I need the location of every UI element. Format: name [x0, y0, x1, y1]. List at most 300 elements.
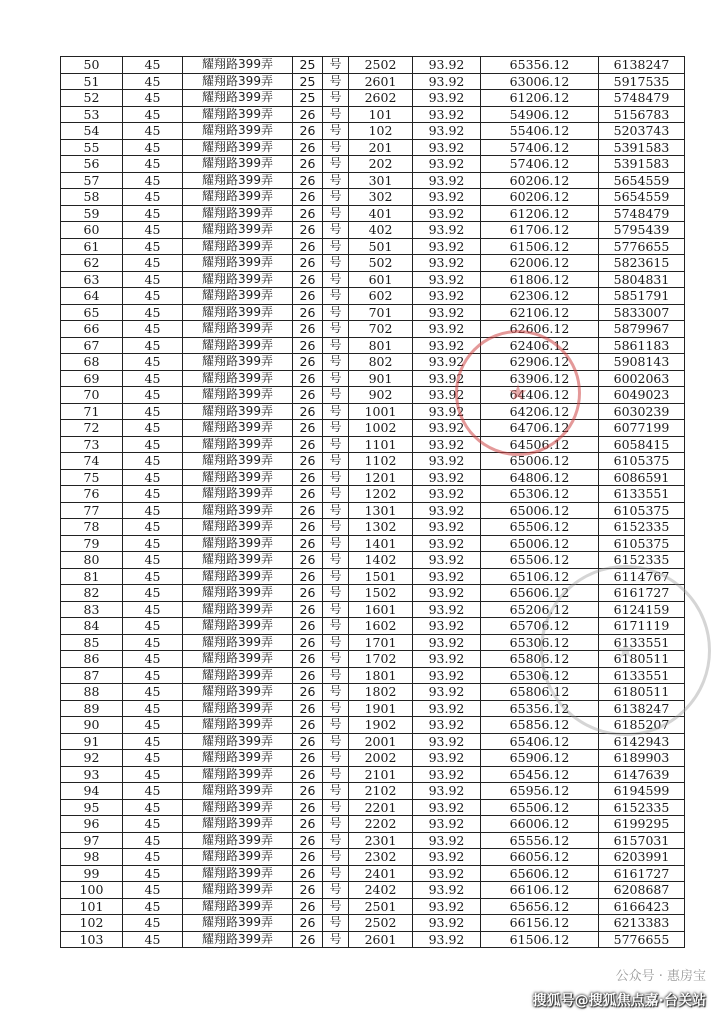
cell-unitprice: 60206.12: [481, 172, 599, 189]
cell-lot: 45: [123, 420, 183, 437]
table-row: [61, 106, 685, 123]
cell-area: 93.92: [413, 568, 481, 585]
cell-unitprice: 57406.12: [481, 156, 599, 173]
cell-area: 93.92: [413, 667, 481, 684]
cell-area: 93.92: [413, 387, 481, 404]
cell-total: 6124159: [599, 601, 685, 618]
cell-seq: 94: [61, 783, 123, 800]
cell-bldg: 26: [293, 337, 323, 354]
cell-room: 1001: [349, 403, 413, 420]
cell-addr: 耀翔路399弄: [183, 601, 293, 618]
cell-unitprice: 65606.12: [481, 865, 599, 882]
cell-seq: 59: [61, 205, 123, 222]
cell-unit: 号: [323, 898, 349, 915]
table-row: [61, 700, 685, 717]
cell-unitprice: 66106.12: [481, 882, 599, 899]
cell-room: 1002: [349, 420, 413, 437]
cell-bldg: 26: [293, 816, 323, 833]
cell-seq: 72: [61, 420, 123, 437]
cell-lot: 45: [123, 766, 183, 783]
cell-seq: 95: [61, 799, 123, 816]
cell-total: 5748479: [599, 90, 685, 107]
cell-unitprice: 65506.12: [481, 519, 599, 536]
cell-area: 93.92: [413, 832, 481, 849]
cell-addr: 耀翔路399弄: [183, 733, 293, 750]
cell-unit: 号: [323, 783, 349, 800]
cell-room: 1902: [349, 717, 413, 734]
cell-seq: 77: [61, 502, 123, 519]
cell-lot: 45: [123, 585, 183, 602]
cell-room: 701: [349, 304, 413, 321]
cell-bldg: 26: [293, 304, 323, 321]
cell-lot: 45: [123, 57, 183, 74]
cell-unitprice: 65456.12: [481, 766, 599, 783]
cell-unitprice: 65656.12: [481, 898, 599, 915]
cell-lot: 45: [123, 568, 183, 585]
cell-lot: 45: [123, 849, 183, 866]
table-row: [61, 816, 685, 833]
cell-total: 6203991: [599, 849, 685, 866]
table-row: [61, 717, 685, 734]
cell-total: 6152335: [599, 799, 685, 816]
table-row: [61, 238, 685, 255]
cell-lot: 45: [123, 222, 183, 239]
table-row: [61, 568, 685, 585]
cell-unitprice: 63006.12: [481, 73, 599, 90]
cell-seq: 99: [61, 865, 123, 882]
cell-unit: 号: [323, 882, 349, 899]
cell-total: 6199295: [599, 816, 685, 833]
cell-addr: 耀翔路399弄: [183, 420, 293, 437]
cell-seq: 96: [61, 816, 123, 833]
cell-unitprice: 62406.12: [481, 337, 599, 354]
watermark: [533, 965, 706, 1010]
cell-area: 93.92: [413, 502, 481, 519]
cell-bldg: 26: [293, 519, 323, 536]
cell-bldg: 26: [293, 601, 323, 618]
cell-room: 2101: [349, 766, 413, 783]
cell-total: 6152335: [599, 552, 685, 569]
cell-bldg: 26: [293, 931, 323, 948]
cell-bldg: 26: [293, 568, 323, 585]
cell-unit: 号: [323, 469, 349, 486]
cell-unit: 号: [323, 189, 349, 206]
cell-lot: 45: [123, 651, 183, 668]
cell-lot: 45: [123, 700, 183, 717]
cell-unitprice: 65706.12: [481, 618, 599, 635]
cell-seq: 54: [61, 123, 123, 140]
cell-bldg: 26: [293, 288, 323, 305]
cell-area: 93.92: [413, 156, 481, 173]
watermark-account-line: 公众号 · 惠房宝: [615, 969, 706, 984]
cell-seq: 56: [61, 156, 123, 173]
cell-room: 201: [349, 139, 413, 156]
cell-seq: 97: [61, 832, 123, 849]
cell-unit: 号: [323, 832, 349, 849]
cell-area: 93.92: [413, 139, 481, 156]
cell-lot: 45: [123, 304, 183, 321]
cell-addr: 耀翔路399弄: [183, 684, 293, 701]
cell-bldg: 26: [293, 651, 323, 668]
cell-total: 6161727: [599, 865, 685, 882]
cell-bldg: 26: [293, 189, 323, 206]
table-row: [61, 387, 685, 404]
cell-seq: 88: [61, 684, 123, 701]
cell-unit: 号: [323, 799, 349, 816]
cell-room: 2602: [349, 90, 413, 107]
cell-unit: 号: [323, 717, 349, 734]
cell-room: 1301: [349, 502, 413, 519]
cell-area: 93.92: [413, 222, 481, 239]
cell-area: 93.92: [413, 799, 481, 816]
cell-seq: 64: [61, 288, 123, 305]
cell-room: 302: [349, 189, 413, 206]
cell-bldg: 26: [293, 486, 323, 503]
table-row: [61, 519, 685, 536]
cell-unit: 号: [323, 370, 349, 387]
cell-unit: 号: [323, 552, 349, 569]
cell-area: 93.92: [413, 370, 481, 387]
cell-total: 6171119: [599, 618, 685, 635]
cell-area: 93.92: [413, 172, 481, 189]
cell-seq: 68: [61, 354, 123, 371]
cell-room: 1201: [349, 469, 413, 486]
cell-unitprice: 65556.12: [481, 832, 599, 849]
cell-area: 93.92: [413, 816, 481, 833]
cell-total: 6157031: [599, 832, 685, 849]
cell-lot: 45: [123, 915, 183, 932]
cell-total: 5917535: [599, 73, 685, 90]
cell-room: 101: [349, 106, 413, 123]
cell-total: 5203743: [599, 123, 685, 140]
cell-total: 5391583: [599, 156, 685, 173]
table-row: [61, 189, 685, 206]
cell-bldg: 26: [293, 832, 323, 849]
cell-unitprice: 64706.12: [481, 420, 599, 437]
cell-unitprice: 62106.12: [481, 304, 599, 321]
cell-addr: 耀翔路399弄: [183, 634, 293, 651]
cell-unit: 号: [323, 700, 349, 717]
cell-room: 1501: [349, 568, 413, 585]
cell-unit: 号: [323, 238, 349, 255]
cell-total: 6138247: [599, 57, 685, 74]
cell-room: 702: [349, 321, 413, 338]
table-row: [61, 849, 685, 866]
cell-seq: 101: [61, 898, 123, 915]
cell-unit: 号: [323, 354, 349, 371]
cell-lot: 45: [123, 172, 183, 189]
cell-seq: 83: [61, 601, 123, 618]
cell-unit: 号: [323, 403, 349, 420]
cell-lot: 45: [123, 453, 183, 470]
cell-total: 6213383: [599, 915, 685, 932]
cell-total: 6114767: [599, 568, 685, 585]
cell-unit: 号: [323, 90, 349, 107]
cell-room: 902: [349, 387, 413, 404]
cell-area: 93.92: [413, 634, 481, 651]
cell-addr: 耀翔路399弄: [183, 90, 293, 107]
cell-unitprice: 64806.12: [481, 469, 599, 486]
cell-area: 93.92: [413, 915, 481, 932]
cell-addr: 耀翔路399弄: [183, 568, 293, 585]
cell-unitprice: 62606.12: [481, 321, 599, 338]
cell-addr: 耀翔路399弄: [183, 370, 293, 387]
cell-seq: 87: [61, 667, 123, 684]
cell-unitprice: 57406.12: [481, 139, 599, 156]
cell-seq: 103: [61, 931, 123, 948]
cell-area: 93.92: [413, 931, 481, 948]
cell-room: 602: [349, 288, 413, 305]
cell-lot: 45: [123, 865, 183, 882]
cell-lot: 45: [123, 436, 183, 453]
cell-unitprice: 65806.12: [481, 684, 599, 701]
cell-addr: 耀翔路399弄: [183, 271, 293, 288]
cell-unit: 号: [323, 205, 349, 222]
cell-lot: 45: [123, 337, 183, 354]
cell-lot: 45: [123, 189, 183, 206]
table-row: [61, 469, 685, 486]
cell-total: 6180511: [599, 651, 685, 668]
cell-room: 1101: [349, 436, 413, 453]
cell-seq: 57: [61, 172, 123, 189]
cell-unit: 号: [323, 519, 349, 536]
cell-addr: 耀翔路399弄: [183, 865, 293, 882]
cell-area: 93.92: [413, 436, 481, 453]
cell-total: 6077199: [599, 420, 685, 437]
cell-room: 2601: [349, 73, 413, 90]
cell-addr: 耀翔路399弄: [183, 882, 293, 899]
cell-bldg: 26: [293, 915, 323, 932]
cell-bldg: 26: [293, 502, 323, 519]
cell-unit: 号: [323, 106, 349, 123]
cell-addr: 耀翔路399弄: [183, 73, 293, 90]
cell-area: 93.92: [413, 189, 481, 206]
cell-total: 5391583: [599, 139, 685, 156]
cell-seq: 51: [61, 73, 123, 90]
cell-bldg: 26: [293, 271, 323, 288]
cell-addr: 耀翔路399弄: [183, 189, 293, 206]
cell-unitprice: 61706.12: [481, 222, 599, 239]
cell-bldg: 26: [293, 387, 323, 404]
cell-unitprice: 60206.12: [481, 189, 599, 206]
cell-room: 401: [349, 205, 413, 222]
cell-lot: 45: [123, 271, 183, 288]
cell-bldg: 26: [293, 552, 323, 569]
table-row: [61, 832, 685, 849]
cell-addr: 耀翔路399弄: [183, 304, 293, 321]
cell-area: 93.92: [413, 552, 481, 569]
cell-room: 2501: [349, 898, 413, 915]
cell-total: 6161727: [599, 585, 685, 602]
cell-unit: 号: [323, 585, 349, 602]
cell-area: 93.92: [413, 90, 481, 107]
cell-addr: 耀翔路399弄: [183, 337, 293, 354]
cell-area: 93.92: [413, 255, 481, 272]
cell-area: 93.92: [413, 898, 481, 915]
cell-addr: 耀翔路399弄: [183, 469, 293, 486]
cell-seq: 70: [61, 387, 123, 404]
cell-bldg: 26: [293, 123, 323, 140]
cell-area: 93.92: [413, 469, 481, 486]
cell-unit: 号: [323, 865, 349, 882]
cell-addr: 耀翔路399弄: [183, 354, 293, 371]
cell-addr: 耀翔路399弄: [183, 766, 293, 783]
cell-total: 5776655: [599, 931, 685, 948]
table-body: [61, 57, 685, 948]
cell-room: 1901: [349, 700, 413, 717]
cell-area: 93.92: [413, 73, 481, 90]
cell-room: 301: [349, 172, 413, 189]
cell-area: 93.92: [413, 57, 481, 74]
cell-lot: 45: [123, 816, 183, 833]
cell-seq: 63: [61, 271, 123, 288]
cell-total: 5861183: [599, 337, 685, 354]
cell-room: 1401: [349, 535, 413, 552]
table-row: [61, 172, 685, 189]
cell-unitprice: 65956.12: [481, 783, 599, 800]
cell-addr: 耀翔路399弄: [183, 205, 293, 222]
table-row: [61, 634, 685, 651]
cell-room: 2402: [349, 882, 413, 899]
cell-addr: 耀翔路399弄: [183, 750, 293, 767]
cell-unitprice: 65206.12: [481, 601, 599, 618]
table-row: [61, 139, 685, 156]
cell-unit: 号: [323, 156, 349, 173]
cell-total: 6133551: [599, 634, 685, 651]
table-row: [61, 667, 685, 684]
cell-total: 5156783: [599, 106, 685, 123]
cell-total: 5879967: [599, 321, 685, 338]
cell-unitprice: 65006.12: [481, 502, 599, 519]
cell-addr: 耀翔路399弄: [183, 123, 293, 140]
cell-area: 93.92: [413, 750, 481, 767]
cell-bldg: 26: [293, 618, 323, 635]
cell-seq: 80: [61, 552, 123, 569]
cell-unit: 号: [323, 750, 349, 767]
cell-total: 6189903: [599, 750, 685, 767]
cell-bldg: 25: [293, 57, 323, 74]
cell-total: 5795439: [599, 222, 685, 239]
cell-area: 93.92: [413, 123, 481, 140]
cell-room: 2601: [349, 931, 413, 948]
table-row: [61, 783, 685, 800]
cell-total: 6142943: [599, 733, 685, 750]
cell-room: 2201: [349, 799, 413, 816]
cell-bldg: 26: [293, 403, 323, 420]
cell-bldg: 26: [293, 106, 323, 123]
cell-unit: 号: [323, 535, 349, 552]
cell-area: 93.92: [413, 865, 481, 882]
cell-room: 601: [349, 271, 413, 288]
table-row: [61, 865, 685, 882]
table-row: [61, 750, 685, 767]
cell-area: 93.92: [413, 271, 481, 288]
cell-lot: 45: [123, 750, 183, 767]
table-row: [61, 271, 685, 288]
cell-bldg: 26: [293, 453, 323, 470]
table-row: [61, 799, 685, 816]
cell-lot: 45: [123, 354, 183, 371]
cell-total: 6086591: [599, 469, 685, 486]
cell-lot: 45: [123, 882, 183, 899]
cell-unit: 号: [323, 73, 349, 90]
cell-bldg: 26: [293, 205, 323, 222]
cell-lot: 45: [123, 403, 183, 420]
cell-area: 93.92: [413, 684, 481, 701]
cell-addr: 耀翔路399弄: [183, 799, 293, 816]
cell-unitprice: 65906.12: [481, 750, 599, 767]
cell-room: 2001: [349, 733, 413, 750]
cell-seq: 89: [61, 700, 123, 717]
cell-room: 1202: [349, 486, 413, 503]
cell-room: 2202: [349, 816, 413, 833]
cell-addr: 耀翔路399弄: [183, 486, 293, 503]
cell-total: 5654559: [599, 189, 685, 206]
cell-seq: 65: [61, 304, 123, 321]
cell-room: 2401: [349, 865, 413, 882]
cell-bldg: 26: [293, 898, 323, 915]
cell-unitprice: 64406.12: [481, 387, 599, 404]
cell-addr: 耀翔路399弄: [183, 453, 293, 470]
cell-seq: 71: [61, 403, 123, 420]
cell-addr: 耀翔路399弄: [183, 898, 293, 915]
cell-seq: 102: [61, 915, 123, 932]
cell-unitprice: 54906.12: [481, 106, 599, 123]
cell-seq: 79: [61, 535, 123, 552]
cell-bldg: 26: [293, 222, 323, 239]
cell-unit: 号: [323, 502, 349, 519]
cell-bldg: 26: [293, 139, 323, 156]
cell-total: 6049023: [599, 387, 685, 404]
cell-addr: 耀翔路399弄: [183, 915, 293, 932]
cell-lot: 45: [123, 255, 183, 272]
cell-seq: 98: [61, 849, 123, 866]
cell-bldg: 26: [293, 865, 323, 882]
cell-addr: 耀翔路399弄: [183, 700, 293, 717]
cell-bldg: 26: [293, 684, 323, 701]
cell-unitprice: 65806.12: [481, 651, 599, 668]
cell-area: 93.92: [413, 106, 481, 123]
cell-total: 6058415: [599, 436, 685, 453]
cell-lot: 45: [123, 783, 183, 800]
cell-unit: 号: [323, 255, 349, 272]
cell-unitprice: 65006.12: [481, 453, 599, 470]
cell-lot: 45: [123, 519, 183, 536]
cell-addr: 耀翔路399弄: [183, 57, 293, 74]
cell-room: 2502: [349, 57, 413, 74]
cell-addr: 耀翔路399弄: [183, 222, 293, 239]
cell-lot: 45: [123, 618, 183, 635]
price-list-table: [60, 56, 685, 948]
cell-unitprice: 65106.12: [481, 568, 599, 585]
table-row: [61, 651, 685, 668]
cell-bldg: 26: [293, 733, 323, 750]
cell-seq: 90: [61, 717, 123, 734]
cell-room: 2002: [349, 750, 413, 767]
cell-lot: 45: [123, 667, 183, 684]
cell-seq: 100: [61, 882, 123, 899]
cell-seq: 91: [61, 733, 123, 750]
cell-unitprice: 64206.12: [481, 403, 599, 420]
cell-room: 501: [349, 238, 413, 255]
cell-area: 93.92: [413, 733, 481, 750]
table-row: [61, 601, 685, 618]
cell-lot: 45: [123, 552, 183, 569]
table-row: [61, 585, 685, 602]
cell-unitprice: 65006.12: [481, 535, 599, 552]
table-row: [61, 684, 685, 701]
cell-unit: 号: [323, 651, 349, 668]
